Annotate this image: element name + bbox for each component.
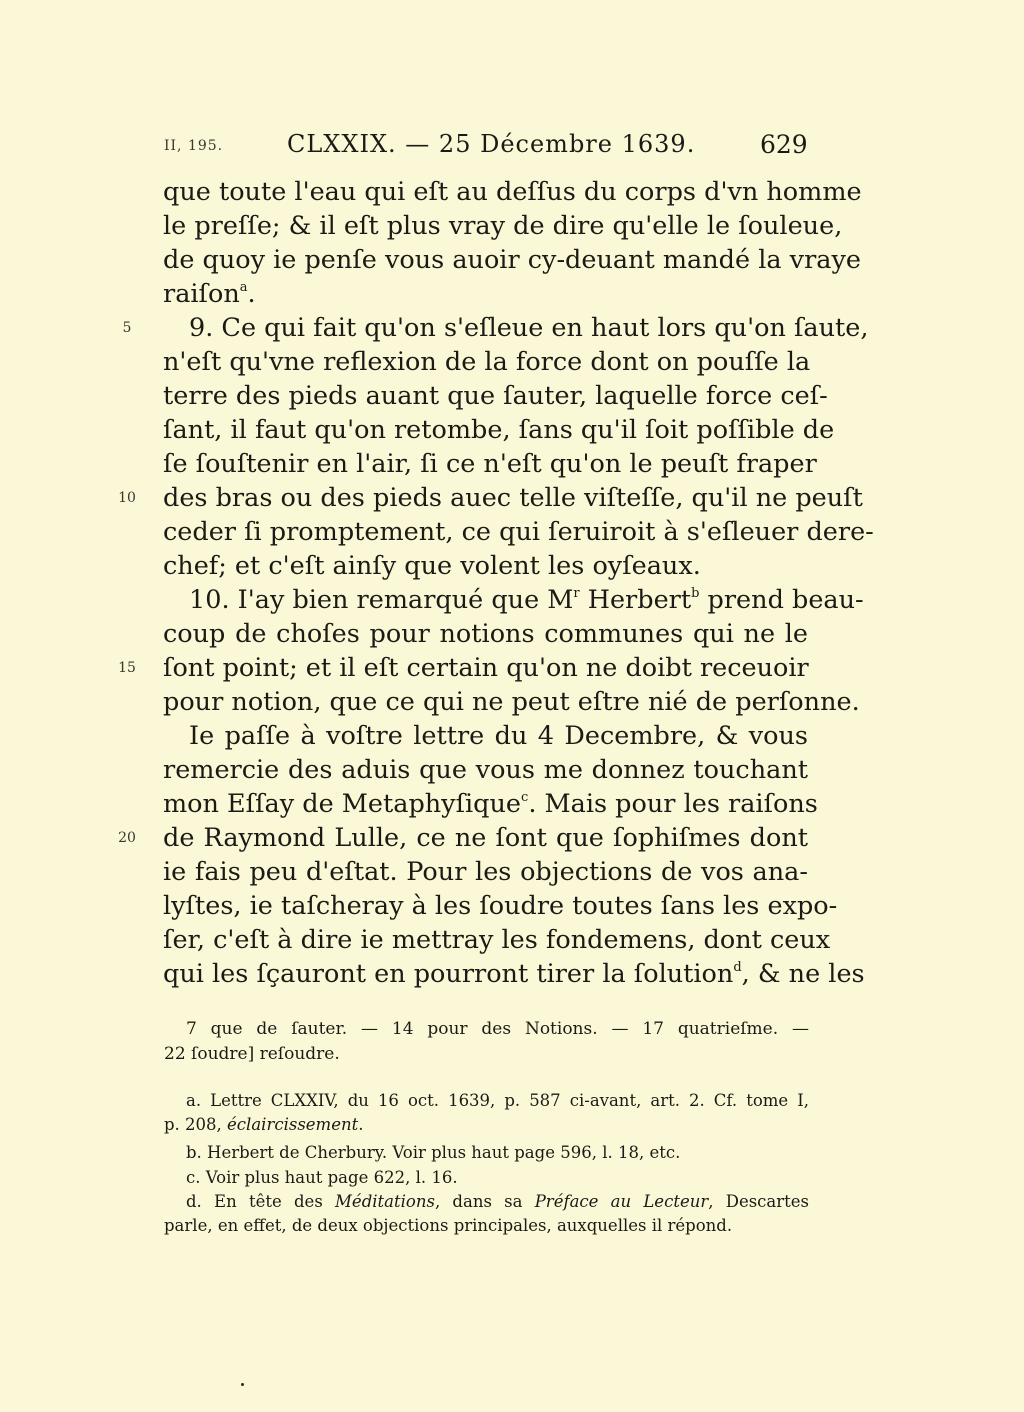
body-line: raiſon$^a$. <box>163 279 256 309</box>
body-line: ſe ſouſtenir en l'air, ſi ce n'eſt qu'on le peuſt fraper <box>163 449 817 479</box>
body-line: 20 de Raymond Lulle, ce ne ſont que ſophiſmes dont <box>118 823 808 853</box>
variant-readings <box>164 1017 809 1067</box>
body-line: qui les ſçauront en pourront tirer la ſolution$^d$, & ne les <box>163 959 865 989</box>
body-line: ſer, c'eſt à dire ie mettray les fondemens, dont ceux <box>163 925 831 955</box>
body-line: mon Eſſay de Metaphyſique$^c$. Mais pour les raiſons <box>163 789 818 819</box>
line-number: 10 <box>118 490 136 506</box>
footnote-c: c. Voir plus haut page 622, l. 16. <box>186 1167 458 1187</box>
body-line: 5 9. Ce qui fait qu'on s'eſleue en haut lors qu'on ſaute, <box>163 311 808 345</box>
line-number: 5 <box>122 320 132 336</box>
stray-mark <box>241 1383 244 1386</box>
body-line: que toute l'eau qui eſt au deſſus du corps d'vn homme <box>163 177 862 207</box>
italic-text: Préface au Lecteur <box>534 1192 709 1211</box>
footnote-d: d. En tête des Méditations, dans sa Préface au Lecteur, Descartes <box>186 1192 810 1211</box>
body-line: ſant, il faut qu'on retombe, ſans qu'il ſoit poſſible de <box>163 415 835 445</box>
running-head <box>0 130 1024 166</box>
body-line: remercie des aduis que vous me donnez touchant <box>163 755 808 785</box>
footnote-a-cont: p. 208, éclaircissement. <box>164 1114 364 1134</box>
footnote-marker-d: d <box>733 960 742 975</box>
body-line: le preſſe; & il eſt plus vray de dire qu'elle le ſouleue, <box>163 211 843 241</box>
line-number: 15 <box>118 660 136 676</box>
italic-text: éclaircissement <box>227 1114 359 1134</box>
body-line: ie fais peu d'eſtat. Pour les objections de vos ana- <box>163 857 808 887</box>
line-number: 20 <box>118 830 136 846</box>
page-number: 629 <box>760 130 808 159</box>
body-line: 15 ſont point; et il eſt certain qu'on ne doibt receuoir <box>118 653 809 683</box>
body-line: Ie paſſe à voſtre lettre du 4 Decembre, & vous <box>189 721 808 751</box>
body-line: n'eſt qu'vne reflexion de la force dont on pouſſe la <box>163 347 811 377</box>
footnotes <box>164 1089 809 1237</box>
footnote-marker-c: c <box>521 790 529 805</box>
superscript: r <box>573 586 580 601</box>
body-line: pour notion, que ce qui ne peut eſtre nié de perſonne. <box>163 687 860 717</box>
footnote-d-cont: parle, en effet, de deux objections principales, auxquelles il répond. <box>164 1215 733 1235</box>
letter-heading: CLXXIX. — 25 Décembre 1639. <box>287 130 696 158</box>
footnote-marker-b: b <box>691 586 700 601</box>
body-line: chef; et c'eſt ainſy que volent les oyſeaux. <box>163 551 701 581</box>
footnote-a: a. Lettre CLXXIV, du 16 oct. 1639, p. 587 ci-avant, art. 2. Cf. tome I, <box>186 1091 809 1110</box>
body-line: de quoy ie penſe vous auoir cy-deuant mandé la vraye <box>163 245 861 275</box>
letter-body <box>118 175 874 991</box>
body-line: terre des pieds auant que ſauter, laquelle force ceſ- <box>163 381 828 411</box>
footnote-b: b. Herbert de Cherbury. Voir plus haut page 596, l. 18, etc. <box>186 1143 681 1162</box>
body-line: coup de choſes pour notions communes qui ne le <box>163 619 808 649</box>
italic-text: Méditations <box>335 1192 435 1211</box>
body-line: 10 des bras ou des pieds auec telle viſteſſe, qu'il ne peuſt <box>118 483 863 513</box>
body-line: ceder ſi promptement, ce qui ſeruiroit à s'eſleuer dere- <box>163 517 874 547</box>
body-line: 10. I'ay bien remarqué que $M^r$ Herbert$^b$ prend beau- <box>189 585 864 615</box>
variant-line: 7 que de ſauter. — 14 pour des Notions. — 17 quatrieſme. — <box>186 1019 809 1039</box>
body-line: lyſtes, ie taſcheray à les ſoudre toutes ſans les expo- <box>163 891 838 921</box>
volume-reference: II, 195. <box>164 138 224 154</box>
footnote-marker-a: a <box>239 280 248 295</box>
variant-line: 22 ſoudre] reſoudre. <box>164 1044 340 1064</box>
